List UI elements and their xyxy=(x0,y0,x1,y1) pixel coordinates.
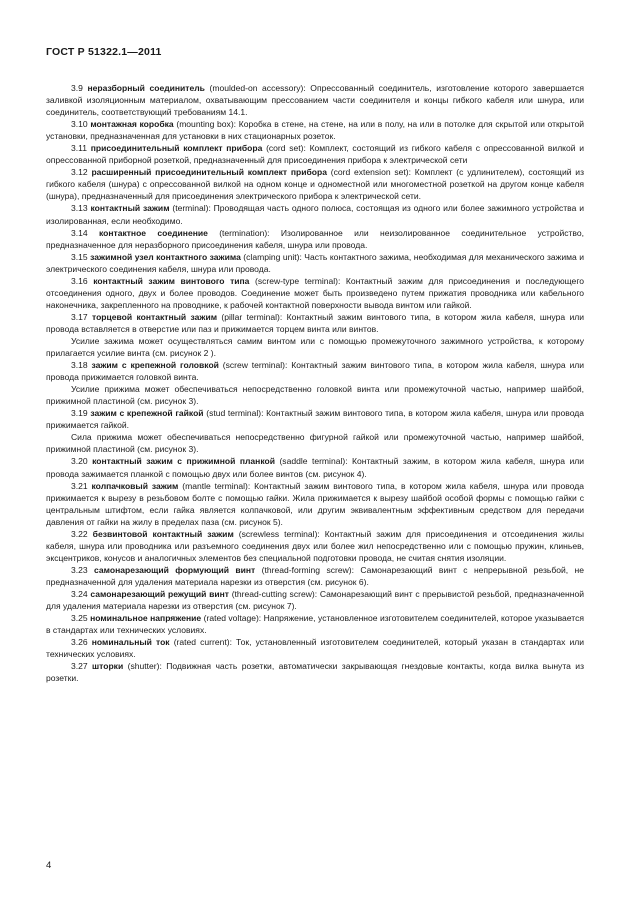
definition-paragraph xyxy=(46,275,584,311)
definition-text: Сила прижима может обеспечиваться непосредственно фигурной гайкой или промежуточной частью, например шайбой, прижимной пластиной (см. рисунок 3). xyxy=(46,432,584,455)
definition-paragraph xyxy=(46,431,584,455)
definition-text: (mounting box): Коробка в стене, на стене, на или в полу, на или в потолке для скрытой или открытой установки, предназначенная для установки в них стационарных розеток. xyxy=(46,119,584,142)
definition-text: (pillar terminal): Контактный зажим винтового типа, в котором жила кабеля, шнура или провода вставляется в отверстие или паз и прижимается торцем винта или винтов. xyxy=(46,311,584,334)
clause-number: 3.9 xyxy=(71,83,83,93)
definition-text: (termination): Изолированное или неизолированное соединительное устройство, предназначенное для неразборного присоединения кабеля, шнура или провода. xyxy=(46,227,584,250)
definition-text: (stud terminal): Контактный зажим винтового типа, в котором жила кабеля, шнура или провода прижимается гайкой. xyxy=(46,408,584,431)
definition-text: (rated current): Ток, установленный изготовителем соединителей, который указан в стандартах или технических условиях. xyxy=(46,637,585,660)
defined-term: расширенный присоединительный комплект прибора xyxy=(91,167,327,178)
definition-paragraph xyxy=(46,142,584,166)
defined-term: зажим с крепежной гайкой xyxy=(90,408,204,419)
defined-term: контактный зажим xyxy=(90,203,170,214)
definition-text: (rated voltage): Напряжение, установленное изготовителем соединителей, которое указывается в стандартах или технических условиях. xyxy=(46,613,584,636)
definition-text: (cord set): Комплект, состоящий из гибкого кабеля с опрессованной вилкой и опрессованной приборной розеткой, предназначенный для присоединения прибора к электрической сети xyxy=(46,143,585,166)
definition-text: (moulded-on accessory): Опрессованный соединитель, изготовление которого завершается заливкой изоляционным материалом, охватывающим прессованием части соединителя и концы гибкого кабеля или шнура, или соединитель, соответствующий требованиям 14.1. xyxy=(46,83,584,118)
clause-number: 3.19 xyxy=(71,408,88,419)
defined-term: колпачковый зажим xyxy=(91,480,179,491)
definition-paragraph xyxy=(46,407,584,431)
defined-term: контактный зажим с прижимной планкой xyxy=(92,456,275,467)
clause-number: 3.26 xyxy=(71,637,88,648)
definition-text: (thread-cutting screw): Самонарезающий винт с прерывистой резьбой, предназначенной для удаления материала нарезки из отверстия (см. рисунок 7). xyxy=(46,588,585,612)
definition-paragraph xyxy=(46,383,584,407)
defined-term: контактное соединение xyxy=(98,227,208,238)
definition-paragraph xyxy=(46,612,584,636)
defined-term: номинальный ток xyxy=(91,637,170,648)
definition-text: (shutter): Подвижная часть розетки, автоматически закрывающая гнездовые контакты, когда вилка вынута из розетки. xyxy=(46,661,585,684)
clause-number: 3.23 xyxy=(71,564,88,575)
definition-text: (screw terminal): Контактный зажим винтового типа, в котором жила кабеля, шнура или провода прижимается головкой винта. xyxy=(46,360,585,383)
page-number: 4 xyxy=(46,860,52,871)
defined-term: зажимной узел контактного зажима xyxy=(90,251,241,262)
clause-number: 3.16 xyxy=(71,275,88,286)
defined-term: контактный зажим винтового типа xyxy=(93,275,250,286)
definition-text: (screwless terminal): Контактный зажим для присоединения и отсоединения жилы кабеля, шнура или проводника или разъемного соединения двух или более жил непосредственно или с помощью пружин, клиньев, эксцентриков, конусов и аналогичных элементов без специальной подготовки провода, не считая снятия изоляции. xyxy=(46,528,585,563)
definition-text: Усилие зажима может осуществляться самим винтом или с помощью промежуточного зажимного устройства, к которому прилагается усилие винта (см. рисунок 2 ). xyxy=(46,335,584,359)
definition-paragraph xyxy=(46,528,584,564)
defined-term: монтажная коробка xyxy=(90,119,174,130)
defined-term: самонарезающий режущий винт xyxy=(90,588,229,599)
clause-number: 3.11 xyxy=(71,143,88,154)
clause-number: 3.10 xyxy=(71,119,88,130)
clause-number: 3.12 xyxy=(71,167,88,178)
definition-paragraph xyxy=(46,564,584,588)
clause-number: 3.21 xyxy=(71,480,88,491)
clause-number: 3.27 xyxy=(71,661,88,672)
definition-paragraph xyxy=(46,311,584,335)
defined-term: самонарезающий формующий винт xyxy=(94,564,256,575)
definition-text: (clamping unit): Часть контактного зажима, необходимая для механического зажима и электрического соединения кабеля, шнура или провода. xyxy=(46,251,585,274)
clause-number: 3.14 xyxy=(71,227,88,238)
document-body xyxy=(46,82,584,684)
clause-number: 3.18 xyxy=(71,360,88,371)
clause-number: 3.13 xyxy=(71,203,88,214)
definition-text: Усилие прижима может обеспечиваться непосредственно головкой винта или промежуточной частью, например шайбой, прижимной пластиной (см. рисунок 3). xyxy=(46,384,584,407)
definition-text: (thread-forming screw): Самонарезающий винт с непрерывной резьбой, не предназначенной для удаления материала нарезки из отверстия (см. рисунок 6). xyxy=(46,564,585,587)
definition-paragraph xyxy=(46,455,584,479)
definition-paragraph xyxy=(46,227,584,251)
defined-term: шторки xyxy=(92,661,124,672)
defined-term: торцевой контактный зажим xyxy=(92,311,218,322)
definition-text: (terminal): Проводящая часть одного полюса, состоящая из одного или более зажимного устройства и изолированная, если необходимо. xyxy=(46,203,584,226)
clause-number: 3.25 xyxy=(71,613,88,624)
defined-term: номинальное напряжение xyxy=(90,613,202,624)
definition-text: (cord extension set): Комплект (с удлинителем), состоящий из гибкого кабеля (шнура) с опрессованной вилкой на одном конце и одноместной или многоместной розеткой на другом конце кабеля (шнура), предназначенный для присоединения электрического прибора к электрической сети. xyxy=(46,167,584,202)
clause-number: 3.20 xyxy=(71,456,88,467)
definition-text: (saddle terminal): Контактный зажим, в котором жила кабеля, шнура или провода зажимается планкой с помощью двух или более винтов (см. рисунок 4). xyxy=(46,456,584,479)
clause-number: 3.17 xyxy=(71,311,88,322)
definition-text: (screw-type terminal): Контактный зажим для присоединения и последующего отсоединения одного, двух и более проводов. Соединение может быть произведено путем прижатия проводника или кабельного наконечника, закрепленного на проводнике, к рабочей контактной поверхности вывода винтом или гайкой. xyxy=(46,275,584,310)
definition-paragraph xyxy=(46,636,584,660)
defined-term: неразборный соединитель xyxy=(87,83,205,93)
definition-paragraph xyxy=(46,202,584,226)
document-header: ГОСТ Р 51322.1—2011 xyxy=(46,46,162,58)
definition-paragraph xyxy=(46,166,584,202)
definition-paragraph xyxy=(46,480,584,528)
defined-term: зажим с крепежной головкой xyxy=(91,360,219,371)
definition-paragraph xyxy=(46,359,584,383)
definition-paragraph xyxy=(46,251,584,275)
clause-number: 3.15 xyxy=(71,251,88,262)
definition-text: (mantle terminal): Контактный зажим винтового типа, в котором жила кабеля, шнура или провода прижимается к вырезу в резьбовом болте с помощью гайки. Жила прижимается к вырезу шайбой особой формы с помощью гайки с центральным штифтом, если гайка является колпачковой, или другим эквивалентным эффективным средством для передачи давления от гайки на жилу в пределах паза (см. рисунок 5). xyxy=(46,480,584,527)
clause-number: 3.24 xyxy=(71,588,88,599)
definition-paragraph xyxy=(46,82,584,118)
clause-number: 3.22 xyxy=(71,528,88,539)
definition-paragraph xyxy=(46,660,584,684)
definition-paragraph xyxy=(46,118,584,142)
defined-term: присоединительный комплект прибора xyxy=(90,143,263,154)
defined-term: безвинтовой контактный зажим xyxy=(92,528,234,539)
definition-paragraph xyxy=(46,588,584,612)
definition-paragraph xyxy=(46,335,584,359)
